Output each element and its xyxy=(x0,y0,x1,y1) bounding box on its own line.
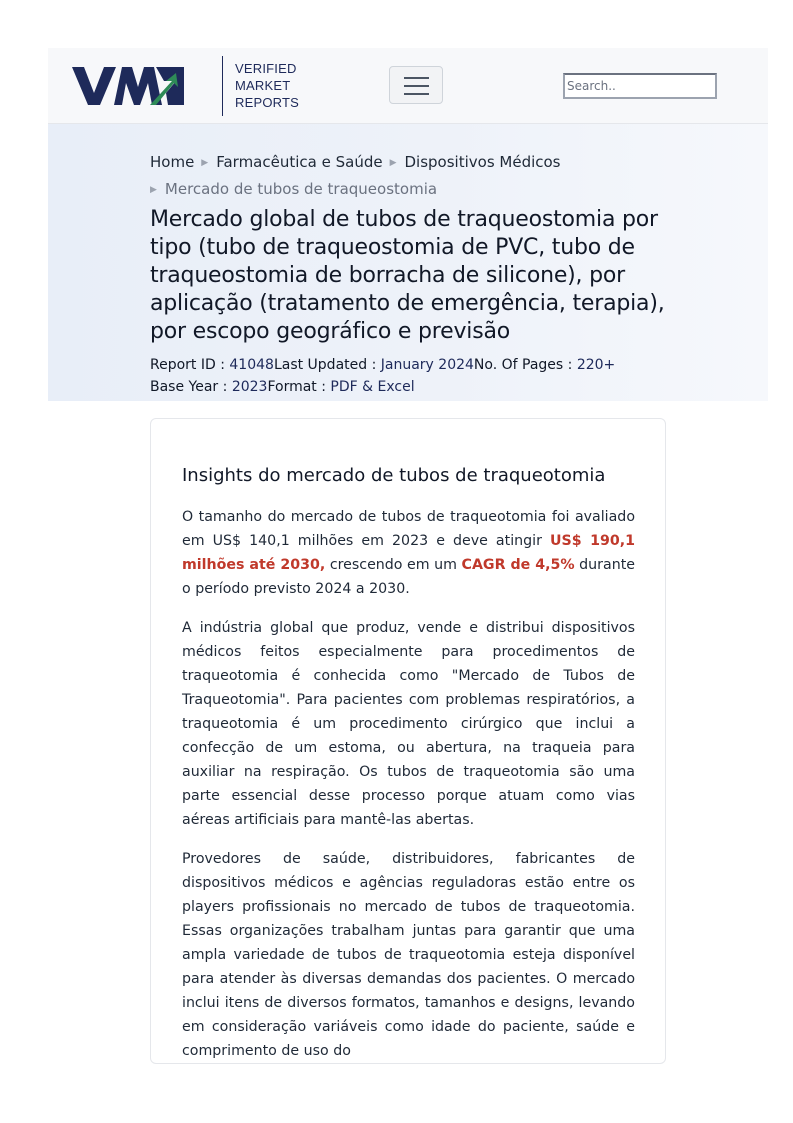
vmr-logo-icon xyxy=(72,67,184,105)
page-title: Mercado global de tubos de traqueostomia por tipo (tubo de traqueostomia de PVC, tubo de traqueostomia de borracha de silicone), por aplicação (tratamento de emergência, terapia), por escopo geográfico e previsão xyxy=(150,207,665,344)
pages-value: 220+ xyxy=(576,357,616,373)
report-id-label: Report ID : xyxy=(150,357,230,373)
p1-text-b: crescendo em um xyxy=(325,557,462,573)
p1-text-a: O tamanho do mercado de tubos de traqueotomia foi avaliado em US$ 140,1 milhões em 2023 e deve atingir xyxy=(182,509,635,549)
hamburger-menu-button[interactable] xyxy=(389,66,443,104)
brand-line-3: REPORTS xyxy=(235,95,300,110)
menu-bar-icon xyxy=(404,77,429,79)
insights-body xyxy=(182,505,635,1064)
breadcrumb-devices[interactable]: Dispositivos Médicos xyxy=(404,153,561,171)
brand-logo[interactable] xyxy=(72,56,300,116)
market-size-highlight: US$ 190,1 milhões até 2030, xyxy=(182,533,635,573)
breadcrumb-pharma[interactable]: Farmacêutica e Saúde xyxy=(216,153,383,171)
chevron-right-icon: ▶ xyxy=(150,185,157,195)
insights-paragraph-1 xyxy=(182,505,635,601)
report-id-value: 41048 xyxy=(229,357,274,373)
format-value: PDF & Excel xyxy=(330,379,415,395)
insights-card xyxy=(150,418,666,1064)
search-input[interactable] xyxy=(563,73,717,99)
updated-value: January 2024 xyxy=(380,357,474,373)
insights-heading: Insights do mercado de tubos de traqueotomia xyxy=(182,465,606,486)
menu-bar-icon xyxy=(404,85,429,87)
breadcrumb xyxy=(150,150,670,204)
insights-paragraph-2: A indústria global que produz, vende e distribui dispositivos médicos feitos especialmente para procedimentos de traqueotomia é conhecida como "Mercado de Tubos de Traqueotomia". Para pacientes com problemas respiratórios, a traqueotomia é um procedimento cirúrgico que inclui a confecção de um estoma, ou abertura, na traqueia para auxiliar na respiração. Os tubos de traqueotomia são uma parte essencial desse processo porque atuam como vias aéreas artificiais para mantê-las abertas. xyxy=(182,620,635,828)
report-meta xyxy=(150,354,670,398)
insights-paragraph-3: Provedores de saúde, distribuidores, fabricantes de dispositivos médicos e agências reguladoras estão entre os players profissionais no mercado de tubos de traqueotomia. Essas organizações trabalham juntas para garantir que uma ampla variedade de tubos de traqueotomia esteja disponível para atender às diversas demandas dos pacientes. O mercado inclui itens de diversos formatos, tamanhos e designs, levando em consideração variáveis como idade do paciente, saúde e comprimento de uso do xyxy=(182,851,635,1059)
base-year-value: 2023 xyxy=(231,379,268,395)
format-label: Format : xyxy=(267,379,331,395)
logo-divider xyxy=(222,56,223,116)
updated-label: Last Updated : xyxy=(273,357,381,373)
pages-label: No. Of Pages : xyxy=(473,357,577,373)
base-year-label: Base Year : xyxy=(150,379,232,395)
chevron-right-icon: ▶ xyxy=(389,158,397,168)
report-hero xyxy=(48,124,768,401)
brand-line-1: VERIFIED xyxy=(235,61,297,76)
brand-line-2: MARKET xyxy=(235,78,291,93)
chevron-right-icon: ▶ xyxy=(201,158,209,168)
menu-bar-icon xyxy=(404,93,429,95)
cagr-highlight: CAGR de 4,5% xyxy=(461,557,575,573)
brand-wordmark xyxy=(235,60,299,111)
breadcrumb-home[interactable]: Home xyxy=(150,153,195,171)
site-header xyxy=(48,48,768,124)
p1-text-c: durante o período previsto 2024 a 2030. xyxy=(182,557,635,597)
breadcrumb-current: Mercado de tubos de traqueostomia xyxy=(164,180,438,198)
